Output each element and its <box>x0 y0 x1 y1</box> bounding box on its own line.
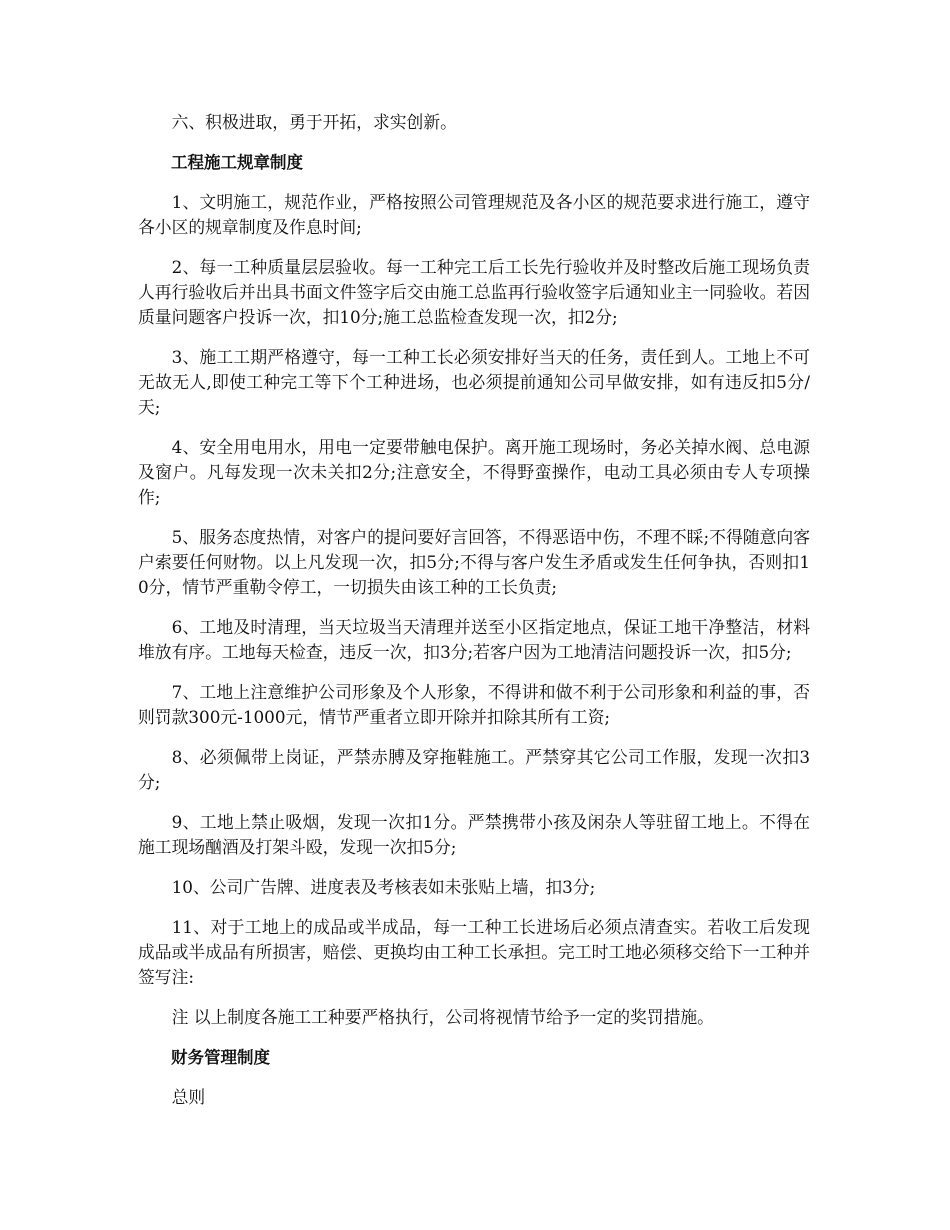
rule-item-8: 8、必须佩带上岗证，严禁赤膊及穿拖鞋施工。严禁穿其它公司工作服，发现一次扣3分; <box>138 747 810 792</box>
rule-item-5: 5、服务态度热情，对客户的提问要好言回答，不得恶语中伤，不理不睬;不得随意向客户索要任何财物。以上凡发现一次，扣5分;不得与客户发生矛盾或发生任何争执，否则扣10分，情节严重勒令停工，一切损失由该工种的工长负责; <box>138 527 810 597</box>
rule-item-2: 2、每一工种质量层层验收。每一工种完工后工长先行验收并及时整改后施工现场负责人再行验收后并出具书面文件签字后交由施工总监再行验收签字后通知业主一同验收。若因质量问题客户投诉一次，扣10分;施工总监检查发现一次，扣2分; <box>138 257 810 327</box>
rule-item-11: 11、对于工地上的成品或半成品，每一工种工长进场后必须点清查实。若收工后发现成品或半成品有所损害，赔偿、更换均由工种工长承担。完工时工地必须移交给下一工种并签写注: <box>138 917 810 987</box>
document-body <box>138 110 810 1125</box>
intro-line: 六、积极进取，勇于开拓，求实创新。 <box>171 112 457 132</box>
rule-item-9: 9、工地上禁止吸烟，发现一次扣1分。严禁携带小孩及闲杂人等驻留工地上。不得在施工现场酗酒及打架斗殴，发现一次扣5分; <box>138 812 810 857</box>
rules-note: 注 以上制度各施工工种要严格执行，公司将视情节给予一定的奖罚措施。 <box>171 1007 714 1027</box>
section-title-finance-rules: 财务管理制度 <box>171 1048 270 1067</box>
rule-item-3: 3、施工工期严格遵守，每一工种工长必须安排好当天的任务，责任到人。工地上不可无故无人,即使工种完工等下个工种进场，也必须提前通知公司早做安排，如有违反扣5分/天; <box>138 347 810 417</box>
section-title-construction-rules: 工程施工规章制度 <box>171 153 303 172</box>
rule-item-10: 10、公司广告牌、进度表及考核表如未张贴上墙，扣3分; <box>171 877 596 897</box>
rule-item-7: 7、工地上注意维护公司形象及个人形象，不得讲和做不利于公司形象和利益的事，否则罚款300元-1000元，情节严重者立即开除并扣除其所有工资; <box>138 682 810 727</box>
rule-item-6: 6、工地及时清理，当天垃圾当天清理并送至小区指定地点，保证工地干净整洁，材料堆放有序。工地每天检查，违反一次，扣3分;若客户因为工地清洁问题投诉一次，扣5分; <box>138 617 810 662</box>
rule-item-1: 1、文明施工，规范作业，严格按照公司管理规范及各小区的规范要求进行施工，遵守各小区的规章制度及作息时间; <box>138 192 810 237</box>
section-subtitle-general: 总则 <box>171 1087 206 1107</box>
rule-item-4: 4、安全用电用水，用电一定要带触电保护。离开施工现场时，务必关掉水阀、总电源及窗户。凡每发现一次未关扣2分;注意安全，不得野蛮操作，电动工具必须由专人专项操作; <box>138 437 810 507</box>
